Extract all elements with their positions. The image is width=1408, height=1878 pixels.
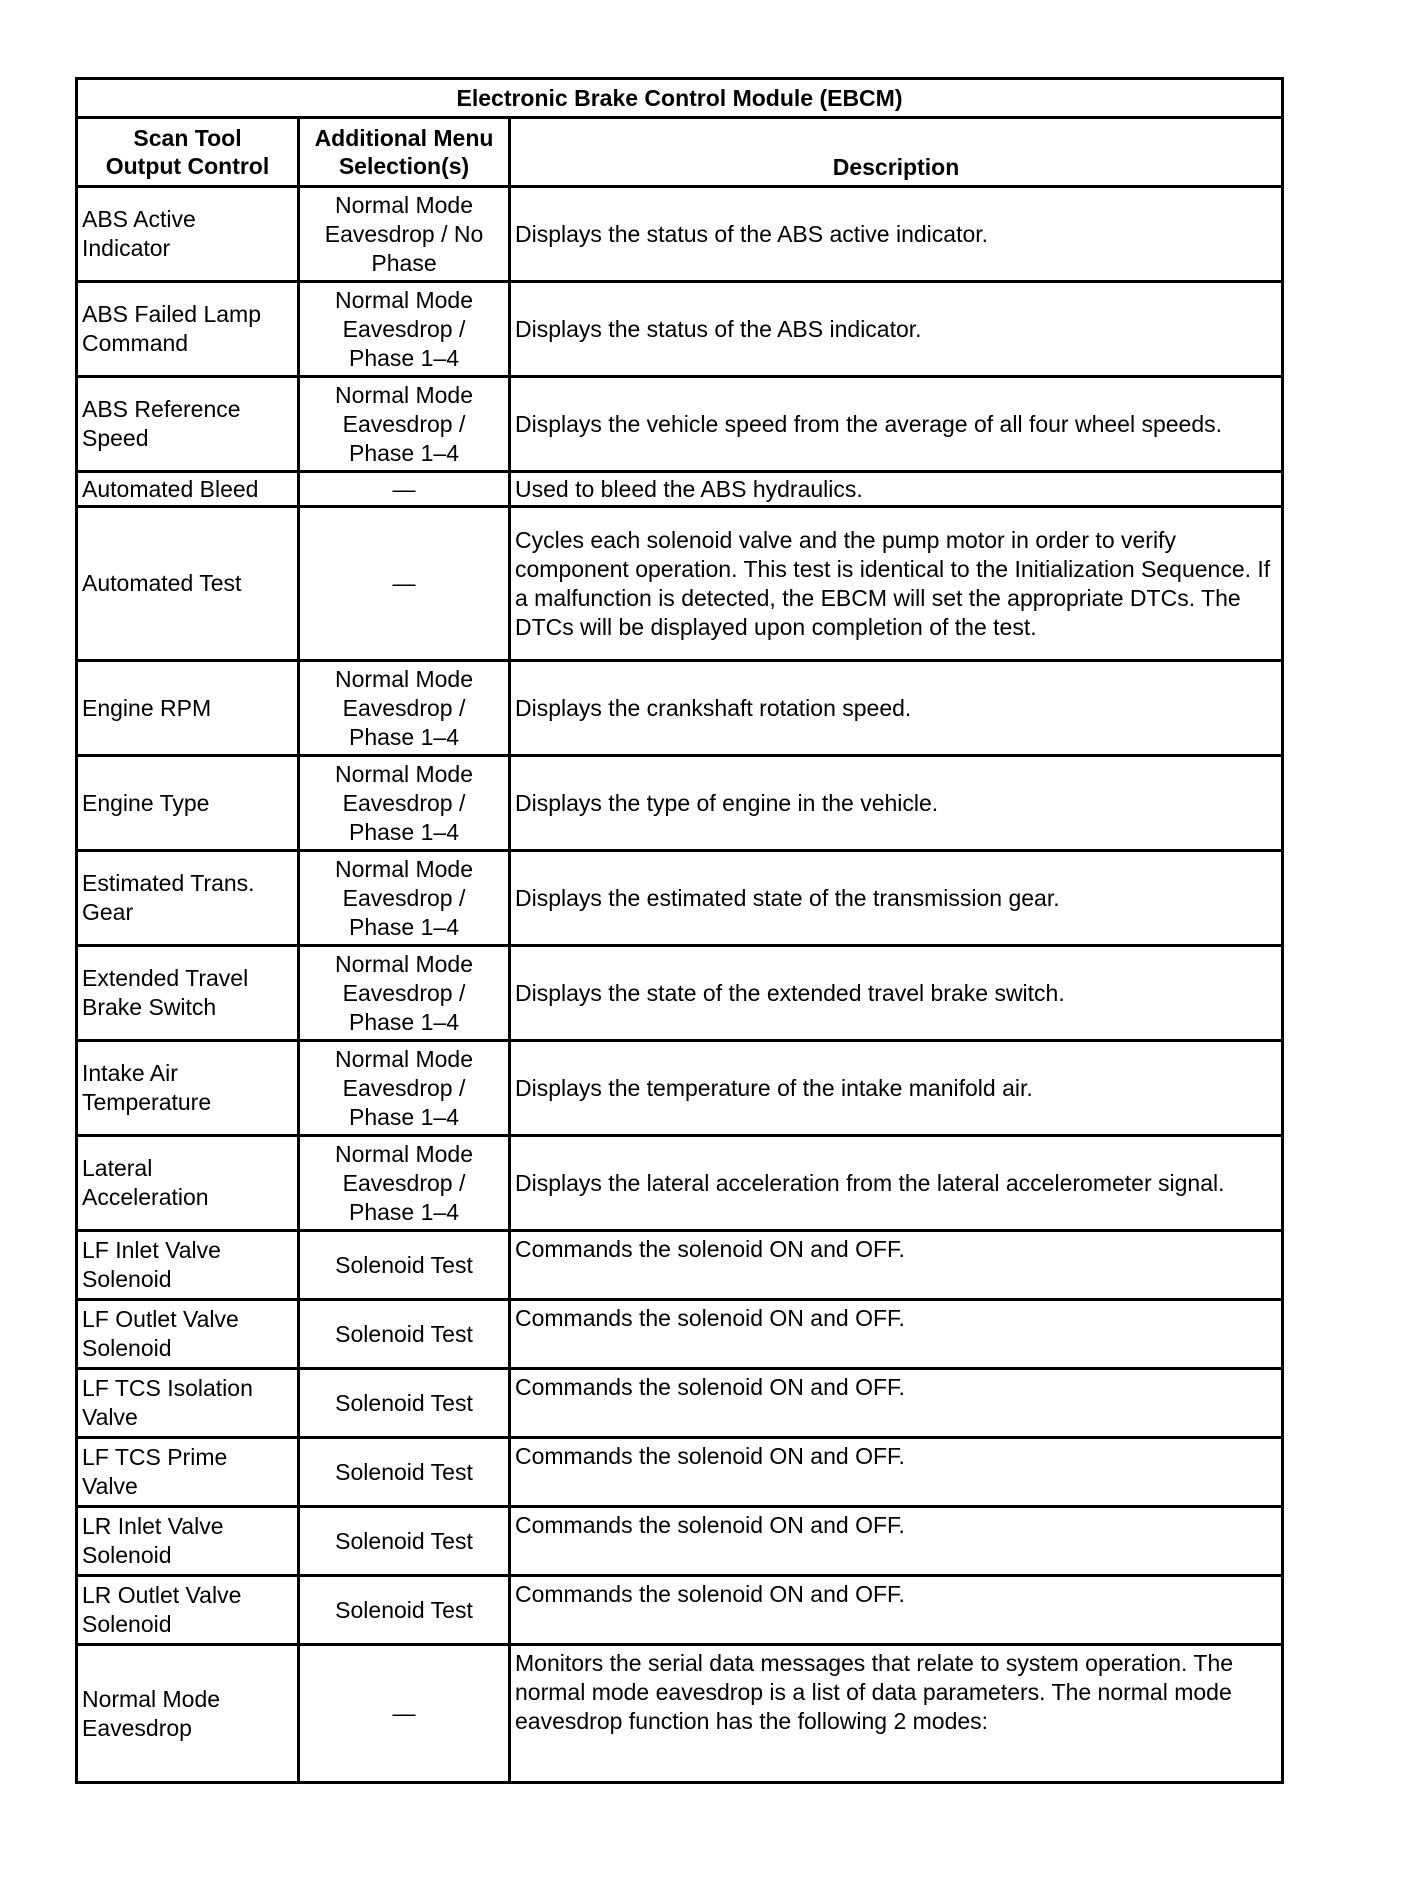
header-col2-line2: Selection(s) <box>338 153 470 179</box>
table-row <box>77 282 1283 377</box>
cell-menu-selection <box>299 1576 510 1645</box>
cell-menu-selection <box>299 507 510 661</box>
cell-text-line: Normal Mode <box>334 760 474 787</box>
cell-description: Displays the lateral acceleration from the lateral accelerometer signal. <box>510 1136 1283 1231</box>
cell-text-line: Eavesdrop / <box>342 1074 466 1101</box>
table-row <box>77 472 1283 507</box>
table-row <box>77 756 1283 851</box>
table-row <box>77 946 1283 1041</box>
cell-text-line: Phase 1–4 <box>349 723 459 750</box>
cell-output-control <box>77 661 299 756</box>
cell-description: Displays the status of the ABS indicator. <box>510 282 1283 377</box>
header-additional-menu-selections <box>299 118 510 187</box>
ebcm-output-control-table <box>75 77 1284 1784</box>
cell-text-line: Estimated Trans. <box>82 870 255 896</box>
cell-text-line: Automated Test <box>82 570 242 596</box>
cell-text-line: Valve <box>82 1404 138 1430</box>
cell-menu-selection <box>299 282 510 377</box>
header-scan-tool-output-control <box>77 118 299 187</box>
cell-description: Displays the status of the ABS active indicator. <box>510 187 1283 282</box>
cell-text-line: Normal Mode <box>334 1140 474 1167</box>
cell-output-control <box>77 1041 299 1136</box>
cell-menu-selection <box>299 377 510 472</box>
cell-text-line: Phase 1–4 <box>349 344 459 371</box>
cell-text-line: Intake Air <box>82 1060 178 1086</box>
cell-output-control <box>77 187 299 282</box>
table-row <box>77 507 1283 661</box>
cell-menu-selection <box>299 661 510 756</box>
cell-text-line: Normal Mode <box>334 665 474 692</box>
cell-text-line: Gear <box>82 899 134 925</box>
table-title: Electronic Brake Control Module (EBCM) <box>77 79 1283 118</box>
cell-text-line: LF Outlet Valve <box>82 1306 239 1332</box>
cell-text-line: Solenoid <box>82 1335 172 1361</box>
cell-text-line: ABS Active <box>82 206 196 232</box>
table-row <box>77 1438 1283 1507</box>
cell-text-line: LF TCS Prime <box>82 1444 228 1470</box>
cell-text-line: Normal Mode <box>334 855 474 882</box>
cell-text-line: Eavesdrop / <box>342 410 466 437</box>
cell-description: Displays the estimated state of the transmission gear. <box>510 851 1283 946</box>
cell-text-line: Solenoid Test <box>335 1320 473 1347</box>
cell-text-line: Normal Mode <box>334 381 474 408</box>
cell-description: Displays the crankshaft rotation speed. <box>510 661 1283 756</box>
cell-text-line: Eavesdrop <box>82 1714 192 1741</box>
cell-description: Commands the solenoid ON and OFF. <box>510 1438 1283 1507</box>
cell-text-line: Phase <box>371 249 437 276</box>
cell-text-line: Solenoid Test <box>335 1458 473 1485</box>
cell-text-line: Indicator <box>82 235 171 261</box>
cell-text-line: Normal Mode <box>334 950 474 977</box>
header-row <box>77 118 1283 187</box>
table-row <box>77 1300 1283 1369</box>
cell-menu-selection <box>299 472 510 507</box>
table-row <box>77 1041 1283 1136</box>
cell-output-control <box>77 851 299 946</box>
cell-text-line: LF TCS Isolation <box>82 1375 253 1401</box>
cell-text-line: Phase 1–4 <box>349 913 459 940</box>
cell-menu-selection <box>299 756 510 851</box>
cell-output-control <box>77 946 299 1041</box>
table-row <box>77 187 1283 282</box>
cell-text-line: Acceleration <box>82 1184 209 1210</box>
cell-text-line: LR Outlet Valve <box>82 1582 242 1608</box>
cell-menu-selection <box>299 1136 510 1231</box>
cell-description: Cycles each solenoid valve and the pump motor in order to verify component operation. This test is identical to the Initialization Sequence. If a malfunction is detected, the EBCM will set the appropriate DTCs. The DTCs will be displayed upon completion of the test. <box>510 507 1283 661</box>
cell-text-line: — <box>392 475 416 502</box>
cell-output-control <box>77 1231 299 1300</box>
cell-text-line: Normal Mode <box>82 1685 221 1712</box>
cell-text-line: LF Inlet Valve <box>82 1237 221 1263</box>
cell-output-control <box>77 1576 299 1645</box>
cell-description: Commands the solenoid ON and OFF. <box>510 1369 1283 1438</box>
cell-text-line: Phase 1–4 <box>349 1103 459 1130</box>
cell-output-control <box>77 377 299 472</box>
cell-output-control <box>77 507 299 661</box>
cell-menu-selection <box>299 851 510 946</box>
table-row <box>77 1645 1283 1783</box>
cell-description: Displays the state of the extended travel brake switch. <box>510 946 1283 1041</box>
cell-text-line: Solenoid <box>82 1266 172 1292</box>
cell-description: Commands the solenoid ON and OFF. <box>510 1300 1283 1369</box>
cell-menu-selection <box>299 1645 510 1783</box>
cell-menu-selection <box>299 1300 510 1369</box>
table-row <box>77 1369 1283 1438</box>
table-row <box>77 1576 1283 1645</box>
cell-text-line: Solenoid Test <box>335 1527 473 1554</box>
cell-text-line: Extended Travel <box>82 965 249 991</box>
cell-text-line: Valve <box>82 1473 138 1499</box>
cell-text-line: Eavesdrop / <box>342 884 466 911</box>
cell-text-line: ABS Reference <box>82 396 241 422</box>
cell-output-control <box>77 1300 299 1369</box>
cell-output-control <box>77 282 299 377</box>
cell-output-control <box>77 756 299 851</box>
cell-menu-selection <box>299 1507 510 1576</box>
cell-menu-selection <box>299 1041 510 1136</box>
cell-description: Commands the solenoid ON and OFF. <box>510 1576 1283 1645</box>
cell-text-line: Phase 1–4 <box>349 818 459 845</box>
table-row <box>77 851 1283 946</box>
cell-menu-selection <box>299 187 510 282</box>
cell-output-control <box>77 472 299 507</box>
cell-text-line: Speed <box>82 425 149 451</box>
cell-text-line: Eavesdrop / <box>342 315 466 342</box>
cell-description: Displays the temperature of the intake manifold air. <box>510 1041 1283 1136</box>
cell-text-line: Normal Mode <box>334 1045 474 1072</box>
cell-text-line: Brake Switch <box>82 994 217 1020</box>
cell-description: Commands the solenoid ON and OFF. <box>510 1507 1283 1576</box>
cell-text-line: LR Inlet Valve <box>82 1513 224 1539</box>
cell-text-line: Lateral <box>82 1155 153 1181</box>
cell-text-line: Eavesdrop / <box>342 694 466 721</box>
cell-output-control <box>77 1369 299 1438</box>
cell-text-line: Command <box>82 330 189 356</box>
cell-text-line: Temperature <box>82 1089 212 1115</box>
cell-description: Commands the solenoid ON and OFF. <box>510 1231 1283 1300</box>
cell-menu-selection <box>299 946 510 1041</box>
cell-text-line: Automated Bleed <box>82 475 259 502</box>
cell-text-line: Phase 1–4 <box>349 1008 459 1035</box>
table-row <box>77 1136 1283 1231</box>
cell-text-line: Eavesdrop / <box>342 789 466 816</box>
cell-text-line: Normal Mode <box>334 191 474 218</box>
cell-text-line: Eavesdrop / <box>342 1169 466 1196</box>
cell-text-line: Solenoid Test <box>335 1389 473 1416</box>
header-description: Description <box>510 118 1283 187</box>
cell-description: Used to bleed the ABS hydraulics. <box>510 472 1283 507</box>
cell-text-line: Solenoid <box>82 1611 172 1637</box>
cell-text-line: — <box>392 570 416 596</box>
cell-description: Monitors the serial data messages that relate to system operation. The normal mode eavesdrop is a list of data parameters. The normal mode eavesdrop function has the following 2 modes: <box>510 1645 1283 1783</box>
cell-text-line: Phase 1–4 <box>349 439 459 466</box>
cell-description: Displays the vehicle speed from the average of all four wheel speeds. <box>510 377 1283 472</box>
cell-output-control <box>77 1136 299 1231</box>
cell-menu-selection <box>299 1438 510 1507</box>
cell-text-line: Engine Type <box>82 789 210 816</box>
cell-text-line: ABS Failed Lamp <box>82 301 261 327</box>
cell-text-line: Solenoid Test <box>335 1251 473 1278</box>
table-row <box>77 377 1283 472</box>
cell-description: Displays the type of engine in the vehicle. <box>510 756 1283 851</box>
cell-text-line: — <box>392 1700 416 1726</box>
table-row <box>77 1231 1283 1300</box>
cell-output-control <box>77 1645 299 1783</box>
cell-menu-selection <box>299 1369 510 1438</box>
cell-text-line: Solenoid <box>82 1542 172 1568</box>
cell-output-control <box>77 1507 299 1576</box>
header-col1-line1: Scan Tool <box>133 125 242 151</box>
cell-text-line: Solenoid Test <box>335 1596 473 1623</box>
cell-menu-selection <box>299 1231 510 1300</box>
table-body <box>77 187 1283 1783</box>
table-row <box>77 661 1283 756</box>
cell-text-line: Phase 1–4 <box>349 1198 459 1225</box>
cell-text-line: Eavesdrop / <box>342 979 466 1006</box>
header-col2-line1: Additional Menu <box>314 125 494 151</box>
table-row <box>77 1507 1283 1576</box>
cell-text-line: Eavesdrop / No <box>324 220 484 247</box>
cell-text-line: Engine RPM <box>82 694 212 721</box>
header-col1-line2: Output Control <box>105 153 270 179</box>
cell-output-control <box>77 1438 299 1507</box>
cell-text-line: Normal Mode <box>334 286 474 313</box>
